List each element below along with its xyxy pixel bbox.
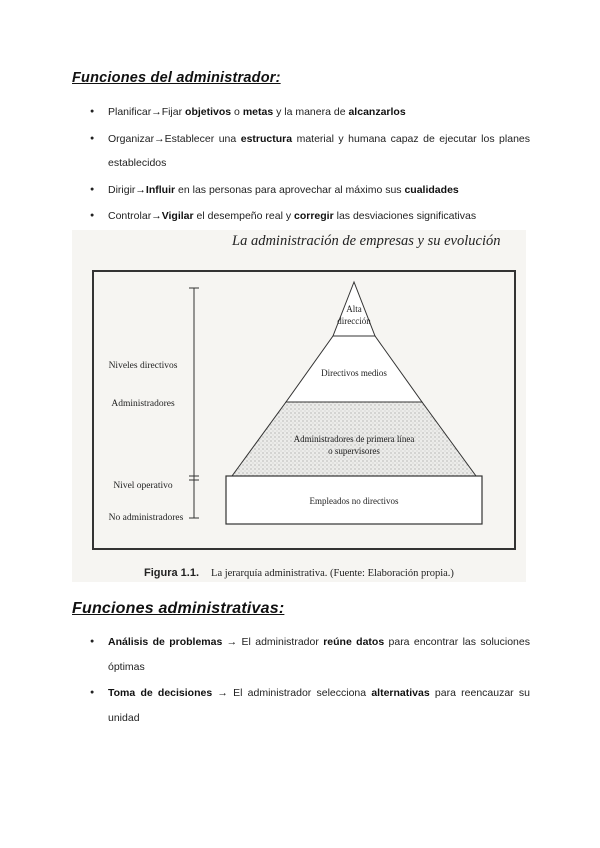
bold-term: alternativas (371, 687, 430, 699)
bold-term: Análisis de problemas (108, 636, 223, 648)
bold-term: corregir (294, 210, 334, 222)
caption-number: Figura 1.1. (144, 567, 200, 579)
figure-heading: La administración de empresas y su evolución (232, 233, 501, 249)
list-item-controlar (90, 204, 530, 229)
function-name: Organizar (108, 132, 155, 145)
hierarchy-figure (72, 230, 526, 582)
bold-term: Vigilar (161, 210, 194, 222)
arrow-glyph: → (154, 132, 165, 145)
function-name: Dirigir (108, 183, 136, 196)
list-item-planificar (90, 100, 530, 125)
label-alta: Alta (346, 304, 362, 314)
label-supervisores: o supervisores (328, 446, 380, 456)
bold-term: Influir (145, 183, 176, 196)
funciones-administrativas-list (90, 630, 530, 732)
list-item-toma-decisiones (90, 681, 530, 730)
bold-term: objetivos (185, 106, 232, 118)
list-item-dirigir (90, 178, 530, 203)
text-fragment: → El administrador (222, 636, 324, 648)
bold-term: Toma de decisiones (108, 687, 213, 699)
pyramid-diagram (94, 272, 514, 548)
bold-term: metas (242, 106, 274, 118)
bold-term: cualidades (404, 183, 459, 196)
caption-text: La jerarquía administrativa. (Fuente: Elaboración propia.) (211, 568, 454, 579)
label-directivos-medios: Directivos medios (321, 368, 387, 378)
text-fragment: Fijar (161, 106, 186, 118)
text-fragment: para encontrar las soluciones óptimas (108, 636, 530, 673)
text-fragment: las desviaciones significativas (333, 210, 477, 222)
section-title-funciones-administrador: Funciones del administrador: (72, 70, 281, 86)
text-fragment: o (231, 106, 243, 118)
text-fragment: Establecer una (164, 132, 241, 145)
bold-term: reúne datos (323, 636, 385, 648)
text-fragment: el desempeño real y (193, 210, 294, 222)
funciones-list (90, 100, 530, 231)
text-fragment: en las personas para aprovechar al máximo sus (175, 183, 405, 196)
list-item-organizar (90, 127, 530, 176)
label-niveles-directivos: Niveles directivos (108, 361, 178, 371)
label-administradores: Administradores (111, 399, 175, 409)
label-nivel-operativo: Nivel operativo (113, 481, 173, 491)
label-direccion: dirección (337, 316, 371, 326)
text-fragment: para reencauzar su unidad (108, 687, 530, 724)
label-empleados-no-directivos: Empleados no directivos (309, 496, 399, 506)
section-title-funciones-administrativas: Funciones administrativas: (72, 600, 285, 617)
list-item-analisis-problemas (90, 630, 530, 679)
arrow-glyph: → (135, 183, 146, 196)
figure-frame (92, 270, 516, 550)
function-name: Planificar (108, 106, 152, 118)
figure-caption (144, 567, 454, 579)
text-fragment: y la manera de (273, 106, 349, 118)
text-fragment: material y humana capaz de ejecutar los planes establecidos (108, 132, 530, 169)
arrow-glyph: → (151, 106, 162, 118)
bold-term: alcanzarlos (348, 106, 406, 118)
bold-term: estructura (240, 132, 293, 145)
function-name: Controlar (108, 210, 152, 222)
arrow-glyph: → (151, 210, 162, 222)
label-administradores-primera-linea: Administradores de primera línea (293, 434, 415, 444)
text-fragment: → El administrador selecciona (212, 687, 372, 699)
label-no-administradores: No administradores (108, 513, 184, 523)
